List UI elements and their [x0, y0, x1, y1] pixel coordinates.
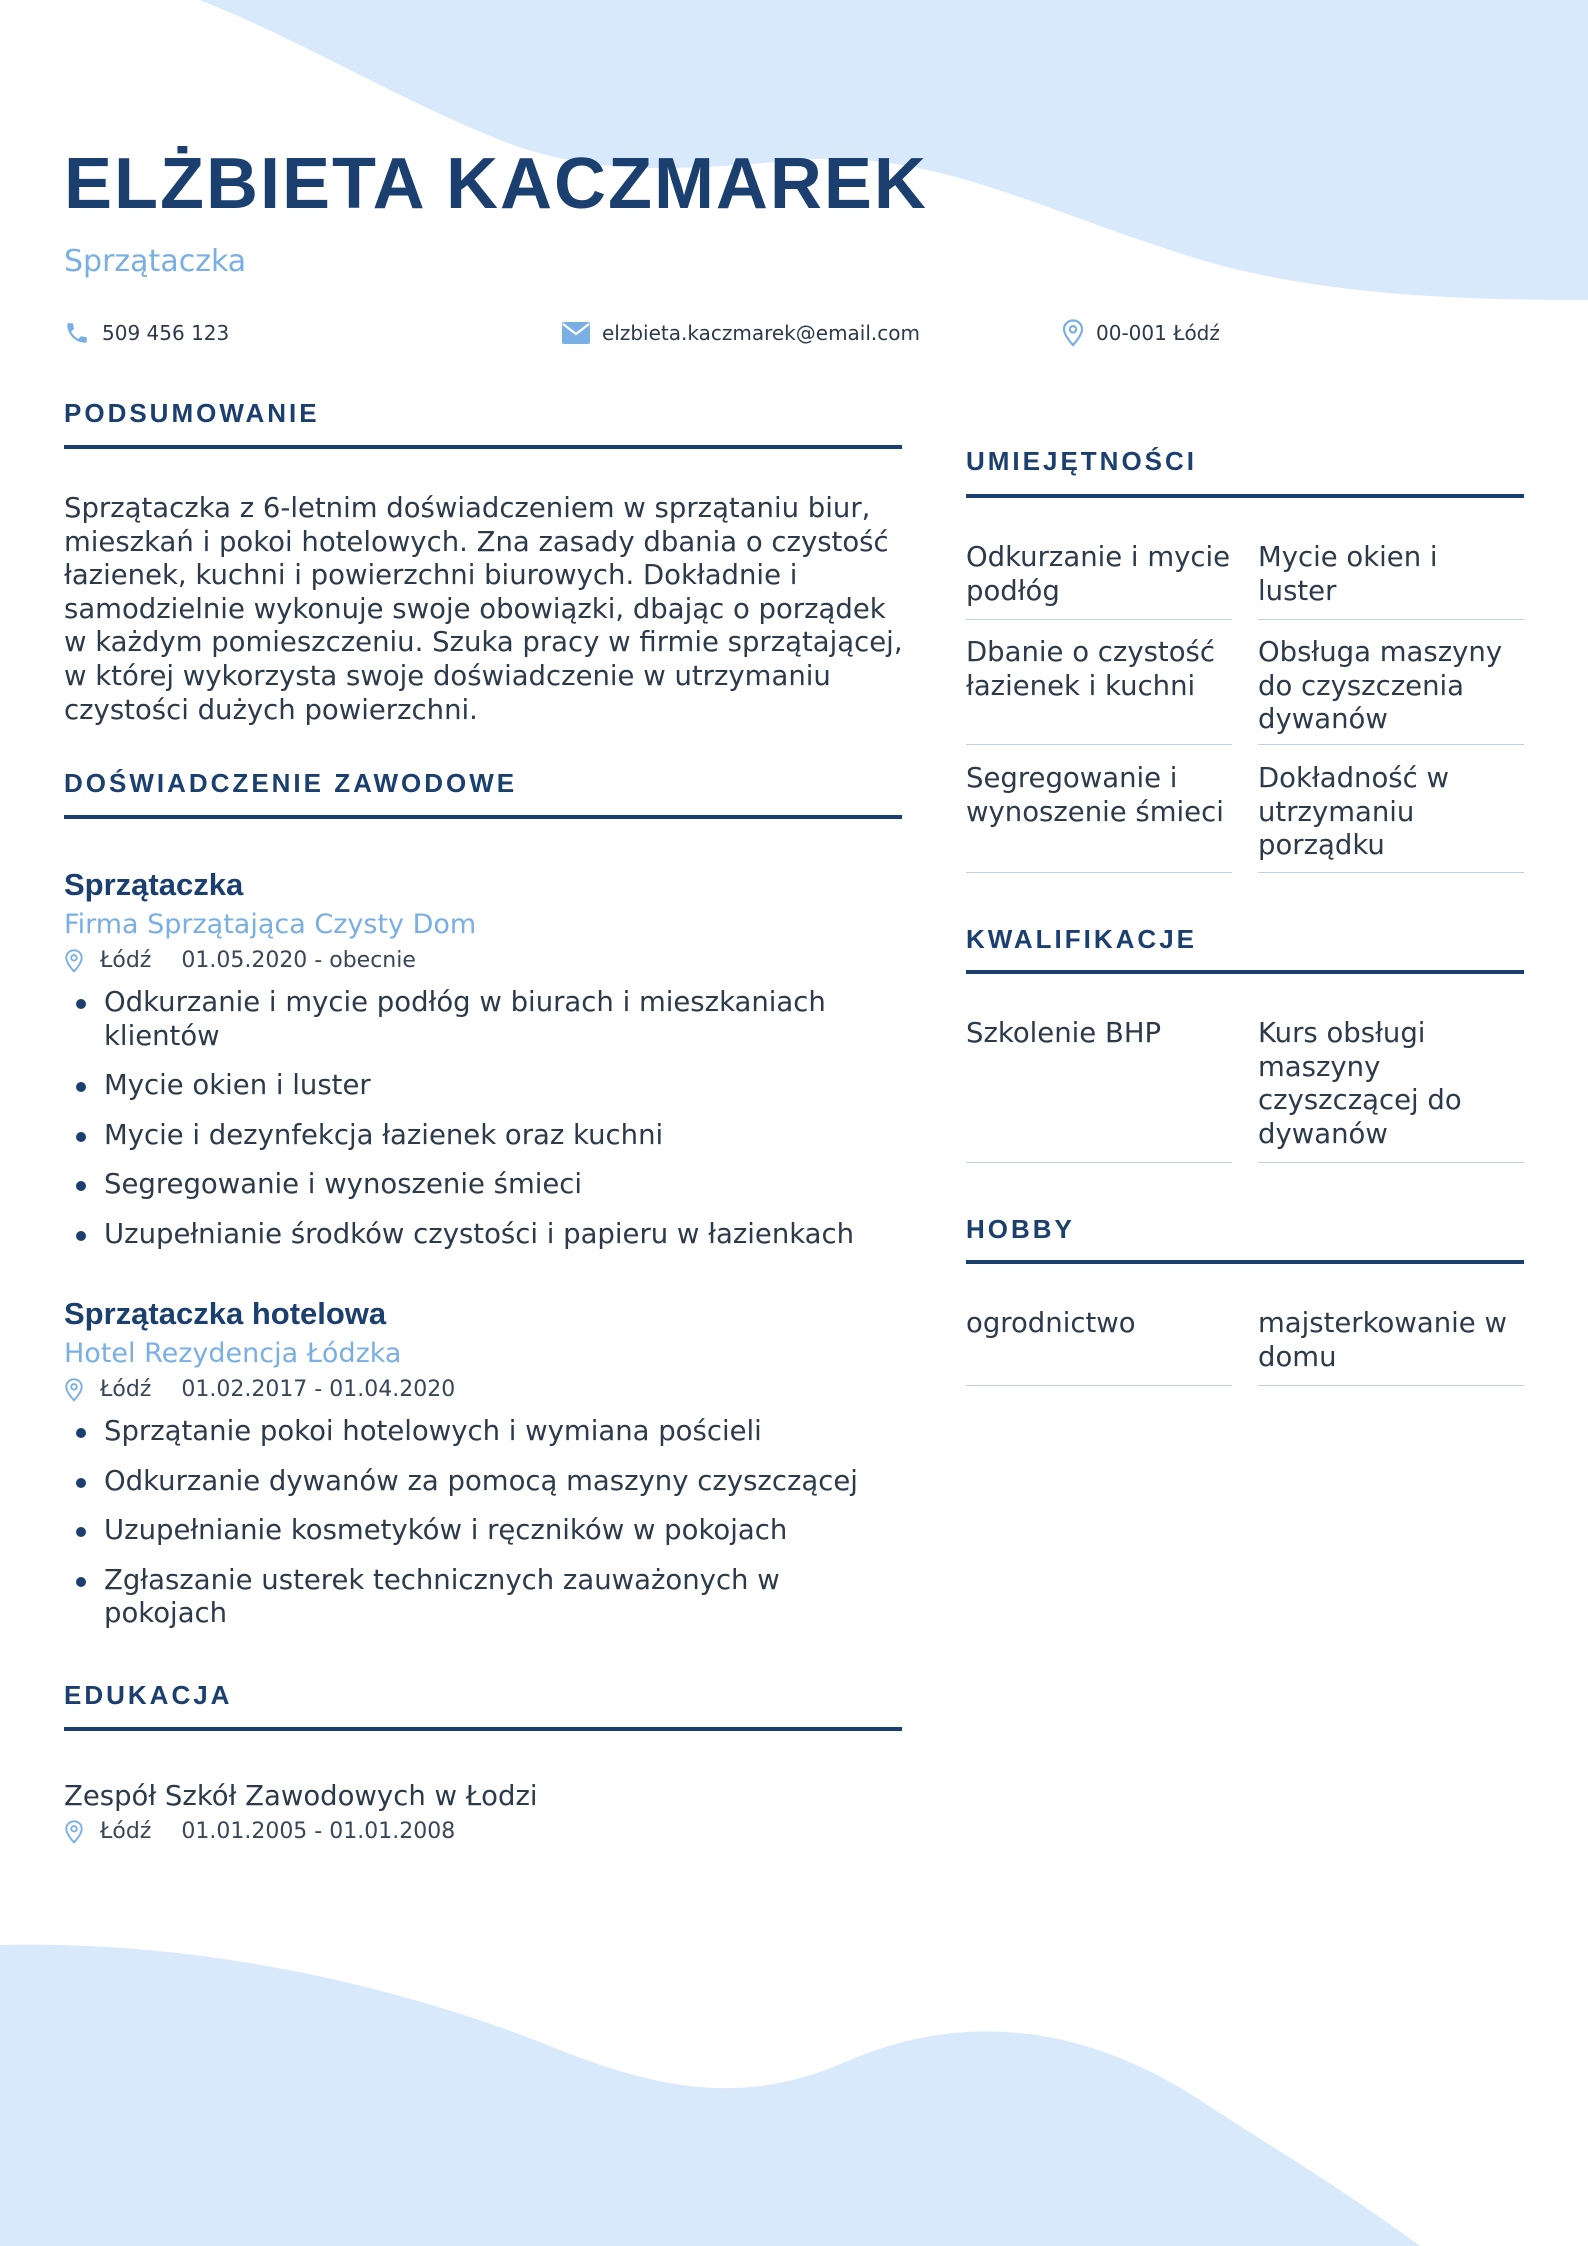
bullet-dot — [76, 999, 86, 1009]
bullet-text: Odkurzanie i mycie podłóg w biurach i mieszkaniach klientów — [104, 986, 826, 1052]
contact-location — [1062, 318, 1220, 348]
education-city: Łódź — [100, 1819, 152, 1845]
list-item — [64, 1514, 904, 1548]
map-pin-icon — [64, 1378, 84, 1402]
job-entry — [64, 1298, 904, 1647]
experience-divider — [64, 815, 902, 819]
skill-item: Segregowanie i wynoszenie śmieci — [966, 762, 1232, 873]
bullet-dot — [76, 1082, 86, 1092]
hobby-item: ogrodnictwo — [966, 1307, 1232, 1386]
list-item — [64, 986, 904, 1053]
summary-divider — [64, 445, 902, 449]
bullet-dot — [76, 1428, 86, 1438]
list-item — [64, 1415, 904, 1449]
bullet-text: Mycie okien i luster — [104, 1069, 371, 1102]
qualifications-divider — [966, 970, 1524, 974]
contact-email — [562, 318, 920, 348]
qualification-item: Kurs obsługi maszyny czyszczącej do dywanów — [1258, 1017, 1524, 1163]
list-item — [64, 1168, 904, 1202]
job-company: Hotel Rezydencja Łódzka — [64, 1338, 402, 1369]
education-meta — [64, 1819, 904, 1845]
bullet-text: Mycie i dezynfekcja łazienek oraz kuchni — [104, 1118, 664, 1151]
hobby-item: majsterkowanie w domu — [1258, 1307, 1524, 1386]
bullet-dot — [76, 1527, 86, 1537]
bullet-dot — [76, 1478, 86, 1488]
candidate-title: Sprzątaczka — [64, 244, 247, 279]
job-dates: 01.05.2020 - obecnie — [181, 947, 416, 973]
job-dates: 01.02.2017 - 01.04.2020 — [181, 1376, 456, 1402]
job-role: Sprzątaczka — [64, 867, 244, 902]
skill-item: Mycie okien i luster — [1258, 541, 1524, 620]
envelope-icon — [562, 322, 590, 344]
qualification-item: Szkolenie BHP — [966, 1017, 1232, 1163]
job-city: Łódź — [100, 947, 152, 973]
email-text[interactable]: elzbieta.kaczmarek@email.com — [602, 321, 920, 345]
skill-item: Obsługa maszyny do czyszczenia dywanów — [1258, 636, 1524, 745]
map-pin-icon — [64, 1820, 84, 1844]
candidate-name: ELŻBIETA KACZMAREK — [64, 144, 928, 224]
experience-heading: DOŚWIADCZENIE ZAWODOWE — [64, 768, 518, 798]
hobby-divider — [966, 1260, 1524, 1264]
job-bullets — [64, 1415, 904, 1631]
skill-item: Dokładność w utrzymaniu porządku — [1258, 762, 1524, 873]
skill-item: Odkurzanie i mycie podłóg — [966, 541, 1232, 620]
job-bullets — [64, 986, 904, 1252]
map-pin-icon — [64, 949, 84, 973]
phone-icon — [64, 320, 90, 346]
list-item — [64, 1465, 904, 1499]
job-role: Sprzątaczka hotelowa — [64, 1296, 387, 1331]
list-item — [64, 1069, 904, 1103]
bullet-dot — [76, 1577, 86, 1587]
education-school: Zespół Szkół Zawodowych w Łodzi — [64, 1780, 538, 1812]
job-meta — [64, 1377, 904, 1403]
list-item — [64, 1218, 904, 1252]
map-pin-icon — [1062, 319, 1084, 347]
bullet-text: Odkurzanie dywanów za pomocą maszyny czyszczącej — [104, 1464, 858, 1497]
education-dates: 01.01.2005 - 01.01.2008 — [181, 1819, 456, 1845]
phone-text: 509 456 123 — [102, 321, 230, 345]
bullet-text: Uzupełnianie środków czystości i papieru w łazienkach — [104, 1218, 855, 1251]
job-company: Firma Sprzątająca Czysty Dom — [64, 909, 477, 940]
contact-phone — [64, 318, 229, 348]
education-heading: EDUKACJA — [64, 1680, 233, 1710]
bullet-text: Zgłaszanie usterek technicznych zauważonych w pokojach — [104, 1563, 780, 1630]
skills-divider — [966, 494, 1524, 498]
qualifications-heading: KWALIFIKACJE — [966, 924, 1197, 954]
summary-text: Sprzątaczka z 6-letnim doświadczeniem w sprzątaniu biur, mieszkań i pokoi hotelowych. Zna zasady dbania o czystość łazienek, kuchni i powierzchni biurowych. Dokładnie i samodzielnie wykonuje swoje obowiązki, dbając o porządek w każdym pomieszczeniu. Szuka pracy w firmie sprzątającej, w której wykorzysta swoje doświadczenie w utrzymaniu czystości dużych powierzchni. — [64, 492, 903, 726]
job-entry — [64, 869, 904, 1268]
list-item — [64, 1119, 904, 1153]
bullet-dot — [76, 1231, 86, 1241]
bullet-dot — [76, 1181, 86, 1191]
bullet-text: Uzupełnianie kosmetyków i ręczników w pokojach — [104, 1514, 788, 1547]
bullet-dot — [76, 1132, 86, 1142]
summary-heading: PODSUMOWANIE — [64, 398, 320, 428]
skill-item: Dbanie o czystość łazienek i kuchni — [966, 636, 1232, 745]
list-item — [64, 1564, 904, 1631]
education-entry — [64, 1781, 904, 1846]
location-text: 00-001 Łódź — [1096, 321, 1220, 345]
hobby-heading: HOBBY — [966, 1214, 1075, 1244]
bullet-text: Sprzątanie pokoi hotelowych i wymiana pościeli — [104, 1415, 762, 1448]
skills-heading: UMIEJĘTNOŚCI — [966, 446, 1198, 476]
bullet-text: Segregowanie i wynoszenie śmieci — [104, 1168, 583, 1201]
education-divider — [64, 1727, 902, 1731]
job-meta — [64, 948, 904, 974]
job-city: Łódź — [100, 1376, 152, 1402]
